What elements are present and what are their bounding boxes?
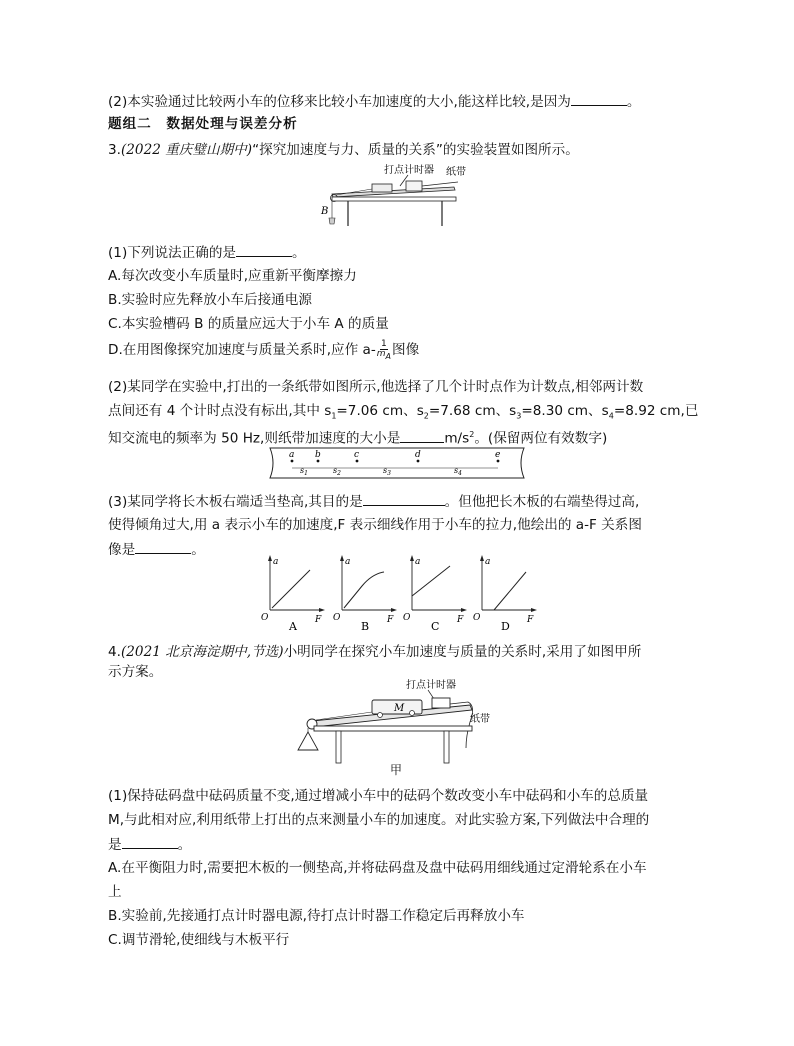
q4-option-a-line2: 上 (108, 884, 122, 900)
q3-part3-line3: 像是 。 (108, 539, 205, 560)
q4-part1-line1: (1)保持砝码盘中砝码质量不变,通过增减小车中的砝码个数改变小车中砝码和小车的总质量 (108, 788, 649, 804)
q3-option-d: D.在用图像探究加速度与质量关系时,应作 a- $\frac{1}{m_A}$ 图像 (108, 338, 420, 361)
q4-stem-line2: 示方案。 (108, 664, 163, 680)
q4-tape-label: 纸带 (470, 714, 490, 725)
tape-label-c: c (354, 450, 360, 460)
q3-part2-line1: (2)某同学在实验中,打出的一条纸带如图所示,他选择了几个计时点作为计数点,相邻两计数 (108, 379, 644, 395)
svg-text:F: F (315, 615, 322, 625)
q4-part1-line3: 是 。 (108, 834, 191, 855)
q3-option-c: C.本实验槽码 B 的质量应远大于小车 A 的质量 (108, 316, 389, 332)
q4-option-b: B.实验前,先接通打点计时器电源,待打点计时器工作稳定后再释放小车 (108, 908, 525, 924)
q3-part1-question: (1)下列说法正确的是 。 (108, 242, 306, 263)
graph-label-d: D (501, 620, 510, 632)
tape-label-b: b (315, 450, 321, 460)
answer-blank[interactable] (135, 539, 191, 554)
q3-part3-line2: 使得倾角过大,用 a 表示小车的加速度,F 表示细线作用于小车的拉力,他绘出的 a-F 关系图 (108, 517, 642, 533)
q3-source: (2022 重庆璧山期中) (120, 142, 253, 158)
weight-pan (298, 732, 318, 750)
svg-text:O: O (261, 613, 269, 623)
q2-part2-line: (2)本实验通过比较两小车的位移来比较小车加速度的大小,能这样比较,是因为 。 (108, 91, 641, 112)
svg-text:a: a (415, 557, 421, 567)
q3-part2-line3: 知交流电的频率为 50 Hz,则纸带加速度的大小是 $m/s^2$。(保留两位有效数字) (108, 425, 607, 449)
svg-text:F: F (457, 615, 464, 625)
weight-B (329, 218, 335, 224)
tape-segment-s2: $s_2$ (333, 466, 341, 477)
tape-point-e (497, 460, 500, 463)
timer-device (432, 698, 450, 708)
svg-text:O: O (333, 613, 341, 623)
graph-option-c (400, 552, 470, 632)
tape-point-a (291, 460, 294, 463)
q4-part1-line2: M,与此相对应,利用纸带上打出的点来测量小车的加速度。对此实验方案,下列做法中合理的 (108, 812, 650, 828)
tape-segment-s1: $s_1$ (300, 466, 308, 477)
q3-timer-label: 打点计时器 (384, 165, 434, 176)
graph-label-a: A (289, 620, 297, 632)
tape-point-b (317, 460, 320, 463)
q4-stem-line1: 4.(2021 北京海淀期中,节选)小明同学在探究小车加速度与质量的关系时,采用了如图甲所 (108, 644, 642, 660)
svg-text:a: a (345, 557, 351, 567)
paper-tape-figure (262, 446, 532, 480)
answer-blank[interactable] (236, 242, 292, 257)
q3-stem: 3.(2022 重庆璧山期中)“探究加速度与力、质量的关系”的实验装置如图所示。 (108, 142, 579, 158)
tape-point-c (356, 460, 359, 463)
svg-text:O: O (473, 613, 481, 623)
svg-text:a: a (485, 557, 491, 567)
q4-source: (2021 北京海淀期中,节选) (120, 644, 284, 660)
tape-segment-s3: $s_3$ (383, 466, 391, 477)
tape-point-d (417, 460, 420, 463)
graph-label-c: C (431, 620, 440, 632)
section-heading: 题组二 数据处理与误差分析 (108, 116, 298, 132)
answer-blank[interactable] (571, 91, 627, 106)
answer-blank[interactable] (363, 491, 445, 506)
q4-option-a-line1: A.在平衡阻力时,需要把木板的一侧垫高,并将砝码盘及盘中砝码用细线通过定滑轮系在小车 (108, 860, 647, 876)
svg-text:F: F (527, 615, 534, 625)
q3-option-b: B.实验时应先释放小车后接通电源 (108, 292, 312, 308)
q4-figure-caption: 甲 (390, 763, 403, 777)
answer-blank[interactable] (400, 428, 444, 443)
tape-label-e: e (495, 450, 501, 460)
timer-device (406, 181, 422, 191)
cart-A (372, 184, 392, 192)
tape-segment-s4: $s_4$ (454, 466, 462, 477)
q3-weight-label: B (321, 206, 329, 217)
answer-blank[interactable] (122, 834, 178, 849)
q3-part2-line2: 点间还有 4 个计时点没有标出,其中 $s_1=7.06$ cm、$s_2=7.68$ cm、$s_3=8.30$ cm、$s_4=8.92$ cm,已 (108, 403, 699, 421)
svg-text:a: a (273, 557, 279, 567)
svg-text:O: O (403, 613, 411, 623)
q3-tape-label: 纸带 (446, 167, 466, 178)
q4-timer-label: 打点计时器 (406, 680, 456, 691)
tape-label-a: a (289, 450, 295, 460)
q4-option-c: C.调节滑轮,使细线与木板平行 (108, 932, 290, 948)
graph-option-b (330, 552, 400, 632)
svg-text:F: F (387, 615, 394, 625)
q3-option-a: A.每次改变小车质量时,应重新平衡摩擦力 (108, 268, 357, 284)
q3-apparatus-figure (318, 160, 468, 228)
fraction-1-over-mA: $\frac{1}{m_A}$ (376, 338, 392, 361)
tape-label-d: d (415, 450, 421, 460)
q3-part3-line1: (3)某同学将长木板右端适当垫高,其目的是 。但他把长木板的右端垫得过高, (108, 491, 639, 512)
q4-cart-label: M (394, 703, 405, 714)
graph-option-a (258, 552, 328, 632)
graph-option-d (470, 552, 540, 632)
graph-label-b: B (361, 620, 370, 632)
